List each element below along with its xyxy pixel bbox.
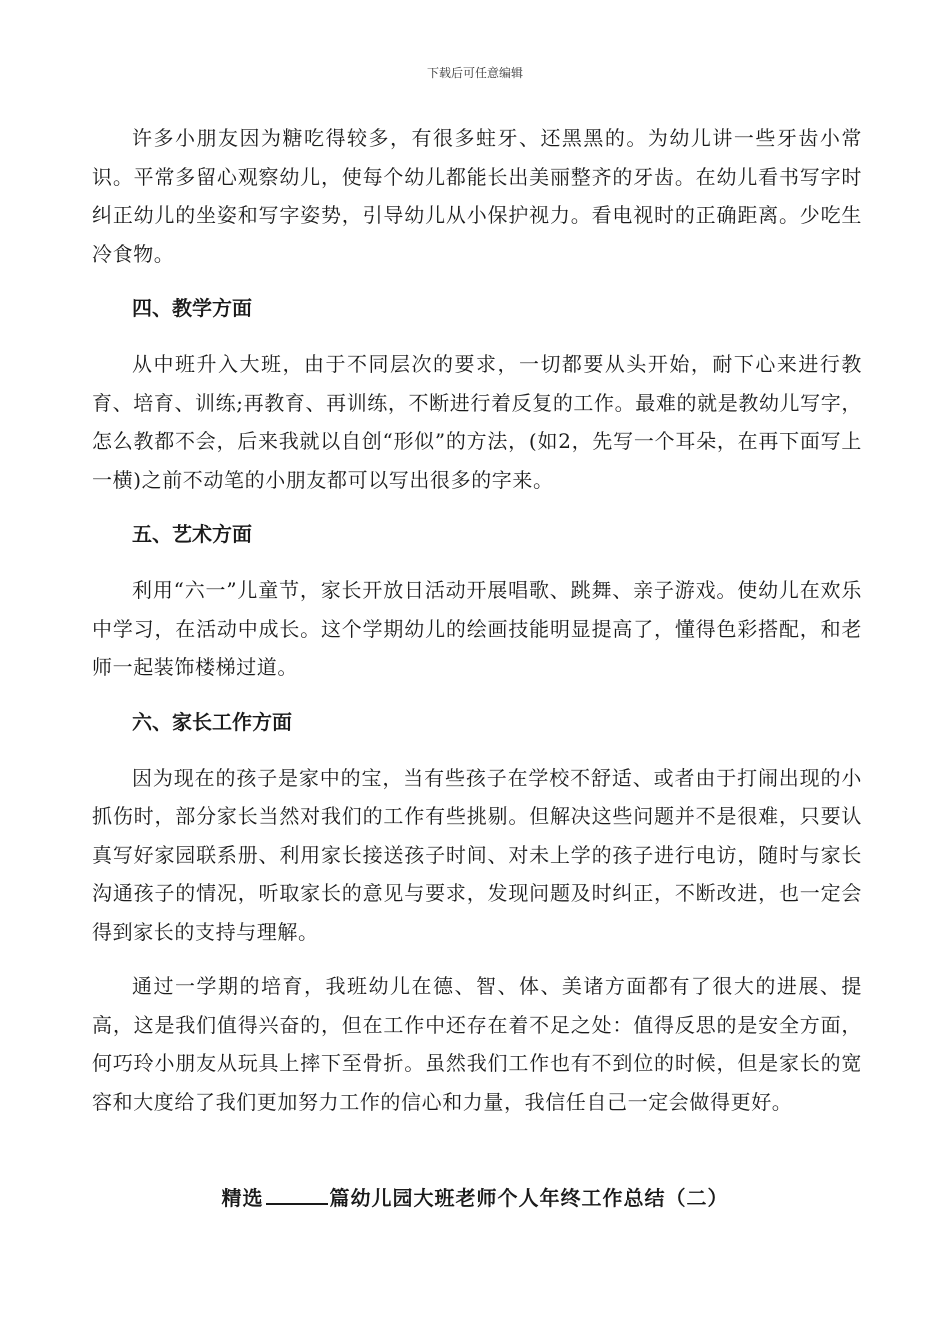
paragraph-teaching: 从中班升入大班，由于不同层次的要求，一切都要从头开始，耐下心来进行教育、培育、训练;再教育、再训练，不断进行着反复的工作。最难的就是教幼儿写字，怎么教都不会，后来我就以自创“形似”的方法，(如2，先写一个耳朵，在再下面写上一横)之前不动笔的小朋友都可以写出很多的字来。 [92, 352, 862, 492]
title-suffix: 篇幼儿园大班老师个人年终工作总结（二） [329, 1186, 729, 1210]
heading-art: 五、艺术方面 [132, 522, 252, 546]
next-article-title [0, 1182, 950, 1211]
document-body [92, 119, 862, 1137]
paragraph-art: 利用“六一”儿童节，家长开放日活动开展唱歌、跳舞、亲子游戏。使幼儿在欢乐中学习，在活动中成长。这个学期幼儿的绘画技能明显提高了，懂得色彩搭配，和老师一起装饰楼梯过道。 [92, 578, 862, 679]
paragraph-summary: 通过一学期的培育，我班幼儿在德、智、体、美诸方面都有了很大的进展、提高，这是我们值得兴奋的，但在工作中还存在着不足之处：值得反思的是安全方面，何巧玲小朋友从玩具上摔下至骨折。虽然我们工作也有不到位的时候，但是家长的宽容和大度给了我们更加努力工作的信心和力量，我信任自己一定会做得更好。 [92, 974, 862, 1114]
heading-teaching: 四、教学方面 [132, 296, 252, 320]
page-header: 下载后可任意编辑 [426, 66, 523, 80]
title-prefix: 精选 [221, 1186, 264, 1210]
paragraph-parent-work: 因为现在的孩子是家中的宝，当有些孩子在学校不舒适、或者由于打闹出现的小抓伤时，部分家长当然对我们的工作有些挑剔。但解决这些问题并不是很难，只要认真写好家园联系册、利用家长接送孩子时间、对未上学的孩子进行电访，随时与家长沟通孩子的情况，听取家长的意见与要求，发现问题及时纠正，不断改进，也一定会得到家长的支持与理解。 [92, 765, 862, 944]
title-blank-line [266, 1183, 328, 1205]
heading-parent-work: 六、家长工作方面 [132, 709, 292, 734]
paragraph-dental-care: 许多小朋友因为糖吃得较多，有很多蛀牙、还黑黑的。为幼儿讲一些牙齿小常识。平常多留心观察幼儿，使每个幼儿都能长出美丽整齐的牙齿。在幼儿看书写字时纠正幼儿的坐姿和写字姿势，引导幼儿从小保护视力。看电视时的正确距离。少吃生冷食物。 [92, 126, 862, 266]
